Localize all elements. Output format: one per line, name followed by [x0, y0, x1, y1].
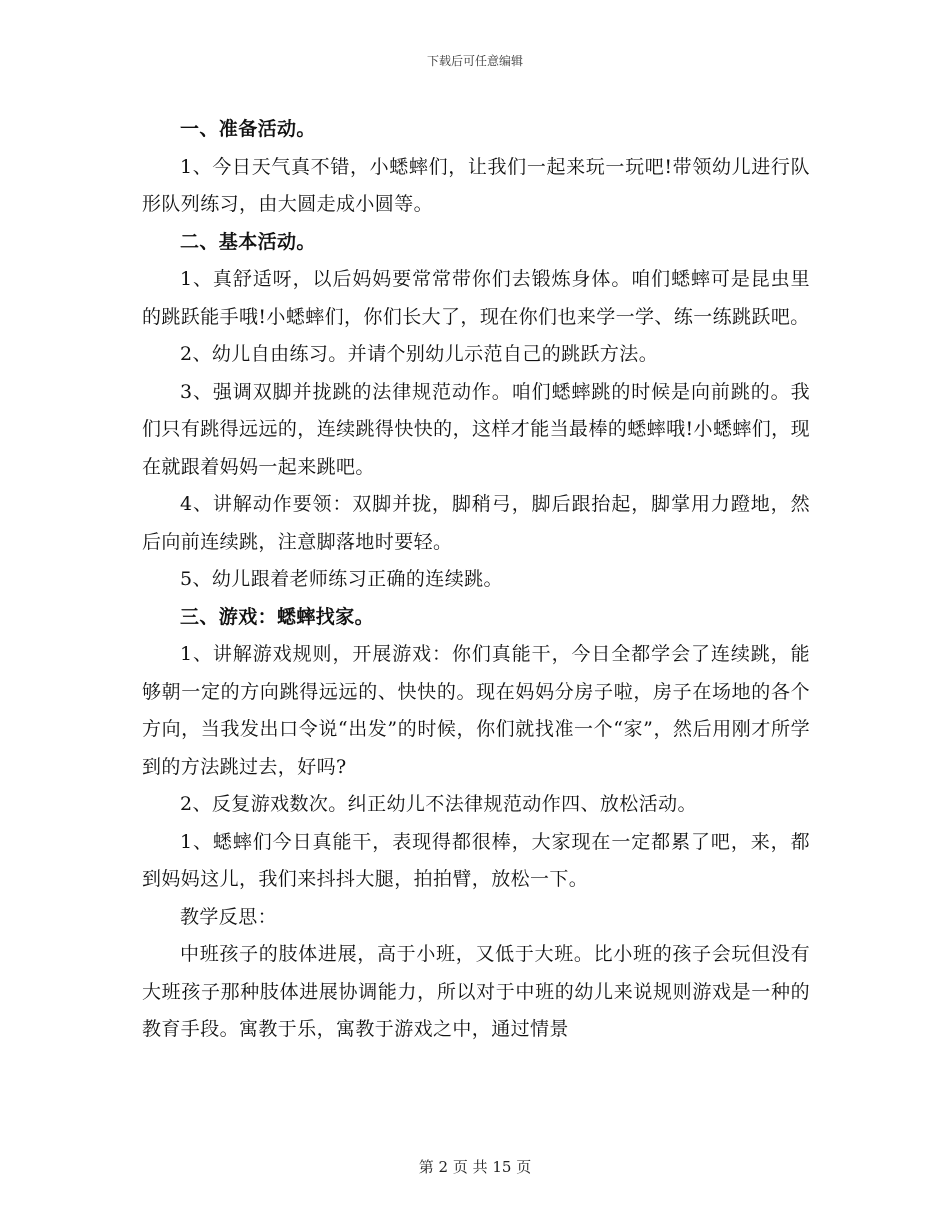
section-heading-game: 三、游戏：蟋蟀找家。 [180, 605, 375, 628]
paragraph: 5、幼儿跟着老师练习正确的连续跳。 [180, 568, 503, 590]
paragraph: 1、今日天气真不错，小蟋蟀们，让我们一起来玩一玩吧!带领幼儿进行队形队列练习，由大圆走成小圆等。 [142, 155, 810, 215]
page-number-footer: 第 2 页 共 15 页 [418, 1158, 532, 1176]
paragraph: 3、强调双脚并拢跳的法律规范动作。咱们蟋蟀跳的时候是向前跳的。我们只有跳得远远的，连续跳得快快的，这样才能当最棒的蟋蟀哦!小蟋蟀们，现在就跟着妈妈一起来跳吧。 [142, 380, 810, 478]
paragraph: 1、蟋蟀们今日真能干，表现得都很棒，大家现在一定都累了吧，来，都到妈妈这儿，我们来抖抖大腿，拍拍臂，放松一下。 [142, 830, 810, 890]
paragraph: 1、真舒适呀，以后妈妈要常常带你们去锻炼身体。咱们蟋蟀可是昆虫里的跳跃能手哦!小蟋蟀们，你们长大了，现在你们也来学一学、练一练跳跃吧。 [142, 268, 810, 328]
teaching-reflection-label: 教学反思： [180, 905, 278, 928]
paragraph: 中班孩子的肢体进展，高于小班，又低于大班。比小班的孩子会玩但没有大班孩子那种肢体进展协调能力，所以对于中班的幼儿来说规则游戏是一种的教育手段。寓教于乐，寓教于游戏之中，通过情景 [142, 943, 810, 1040]
paragraph: 4、讲解动作要领：双脚并拢，脚稍弓，脚后跟抬起，脚掌用力蹬地，然后向前连续跳，注意脚落地时要轻。 [142, 493, 810, 553]
section-heading-preparation: 一、准备活动。 [180, 118, 316, 140]
paragraph: 1、讲解游戏规则，开展游戏：你们真能干，今日全都学会了连续跳，能够朝一定的方向跳得远远的、快快的。现在妈妈分房子啦，房子在场地的各个方向，当我发出口令说“出发”的时候，你们就找准一个“家”，然后用刚才所学到的方法跳过去，好吗? [142, 643, 810, 778]
paragraph: 2、反复游戏数次。纠正幼儿不法律规范动作四、放松活动。 [180, 793, 697, 815]
paragraph: 2、幼儿自由练习。并请个别幼儿示范自己的跳跃方法。 [180, 343, 659, 365]
section-heading-basic-activity: 二、基本活动。 [180, 230, 316, 253]
document-body [142, 111, 810, 1049]
page-header-note: 下载后可任意编辑 [426, 54, 523, 68]
